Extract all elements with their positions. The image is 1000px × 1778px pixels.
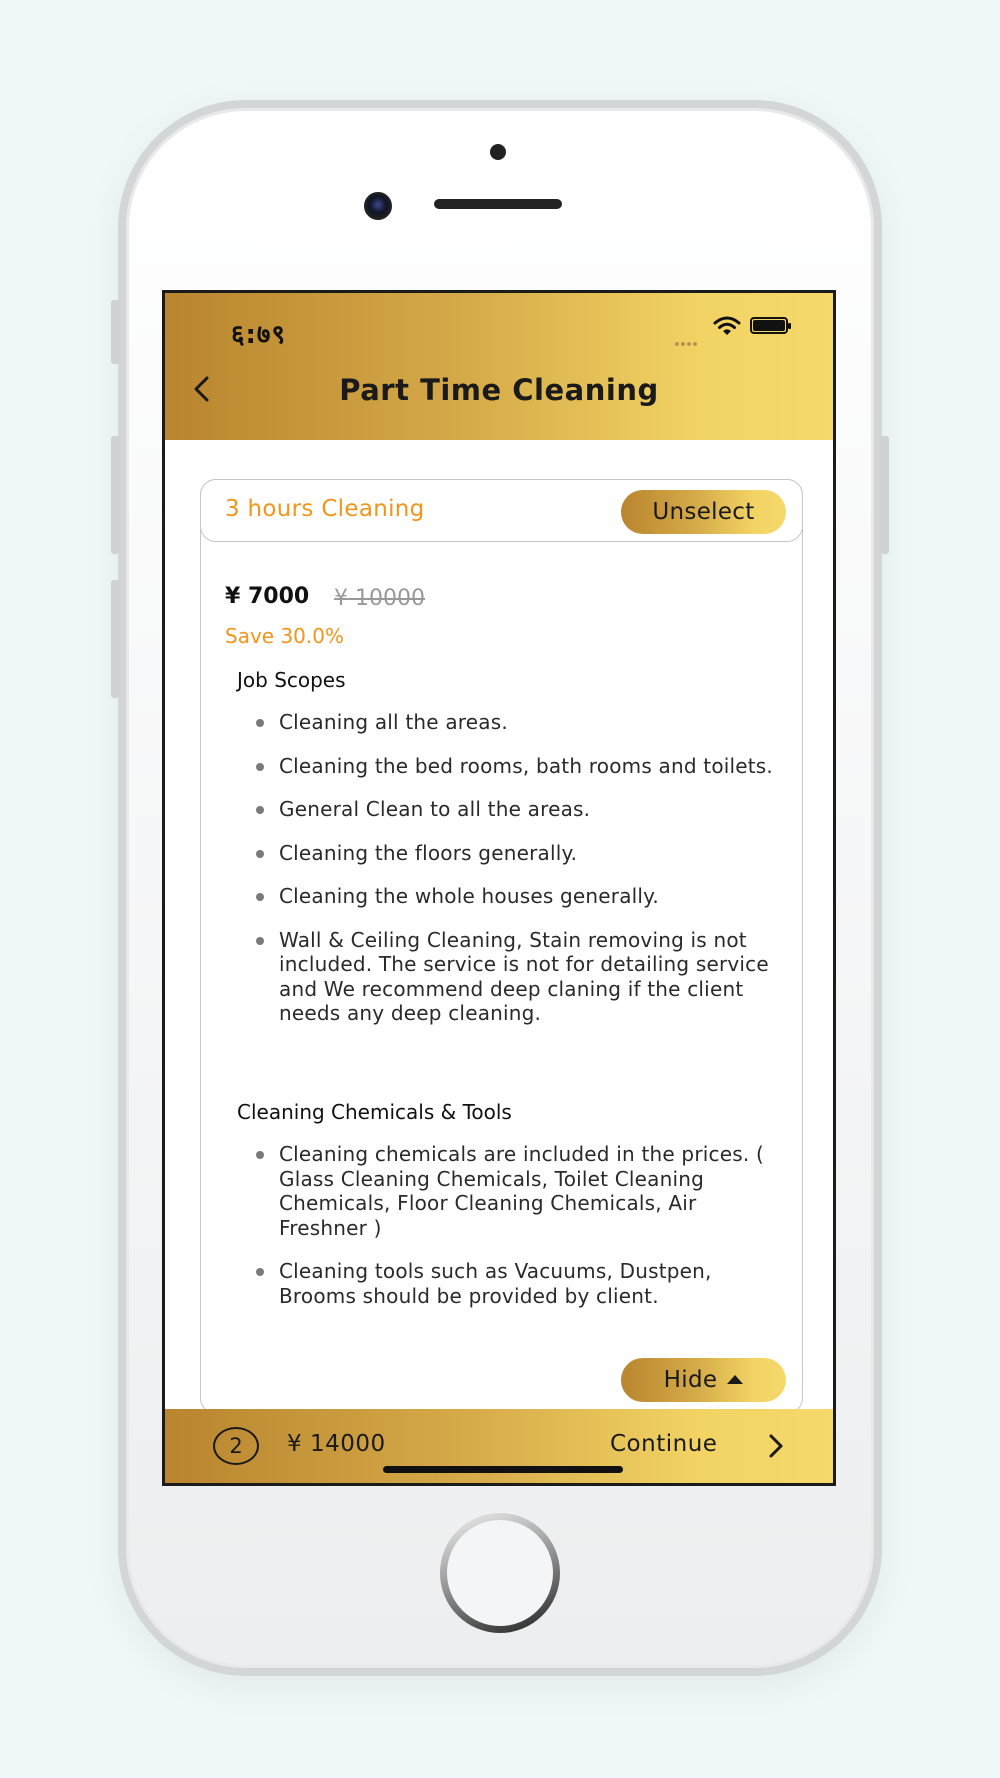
package-original-price: ¥ 10000 — [334, 586, 425, 611]
checkout-bar — [165, 1409, 833, 1483]
page-title: Part Time Cleaning — [339, 373, 659, 407]
home-indicator — [383, 1466, 623, 1473]
front-camera — [364, 192, 392, 220]
total-price: ¥ 14000 — [287, 1431, 386, 1457]
side-button-volume-up — [111, 436, 120, 554]
continue-button[interactable]: Continue — [610, 1431, 718, 1457]
side-button-power — [880, 436, 889, 554]
list-item: Cleaning the bed rooms, bath rooms and toilets. — [237, 754, 777, 779]
earpiece-speaker — [434, 199, 562, 209]
hide-button-label: Hide — [663, 1367, 718, 1393]
caret-up-icon — [727, 1375, 743, 1384]
section-title-chemicals-tools: Cleaning Chemicals & Tools — [237, 1100, 512, 1124]
package-card-header — [200, 479, 803, 542]
chevron-right-icon[interactable] — [765, 1433, 787, 1459]
app-screen — [162, 290, 836, 1486]
section-title-job-scopes: Job Scopes — [237, 668, 346, 692]
list-item: Cleaning chemicals are included in the prices. ( Glass Cleaning Chemicals, Toilet Cleaning Chemicals, Floor Cleaning Chemicals, Air Freshner ) — [237, 1142, 777, 1240]
selected-count-badge: 2 — [213, 1427, 259, 1465]
side-button-volume-down — [111, 580, 120, 698]
list-item: Wall & Ceiling Cleaning, Stain removing is not included. The service is not for detailing service and We recommend deep claning if the client needs any deep cleaning. — [237, 928, 777, 1026]
list-item: Cleaning the floors generally. — [237, 841, 777, 866]
savings-text: Save 30.0% — [225, 624, 344, 648]
unselect-button[interactable]: Unselect — [621, 490, 786, 534]
side-button-mute — [111, 300, 120, 364]
package-price: ¥ 7000 — [225, 584, 310, 609]
job-scopes-list — [237, 710, 777, 1045]
list-item: Cleaning the whole houses generally. — [237, 884, 777, 909]
wifi-icon — [713, 315, 741, 337]
status-time: ६:७९ — [231, 320, 286, 350]
hide-button[interactable] — [621, 1358, 786, 1402]
proximity-sensor — [490, 144, 506, 160]
package-card — [200, 479, 803, 1414]
battery-icon — [750, 317, 788, 334]
package-name: 3 hours Cleaning — [225, 496, 425, 522]
app-header — [165, 293, 833, 440]
list-item: General Clean to all the areas. — [237, 797, 777, 822]
list-item: Cleaning tools such as Vacuums, Dustpen, Brooms should be provided by client. — [237, 1259, 777, 1308]
home-button[interactable] — [440, 1513, 560, 1633]
chemicals-tools-list — [237, 1142, 777, 1327]
cellular-signal-icon — [675, 331, 703, 337]
list-item: Cleaning all the areas. — [237, 710, 777, 735]
